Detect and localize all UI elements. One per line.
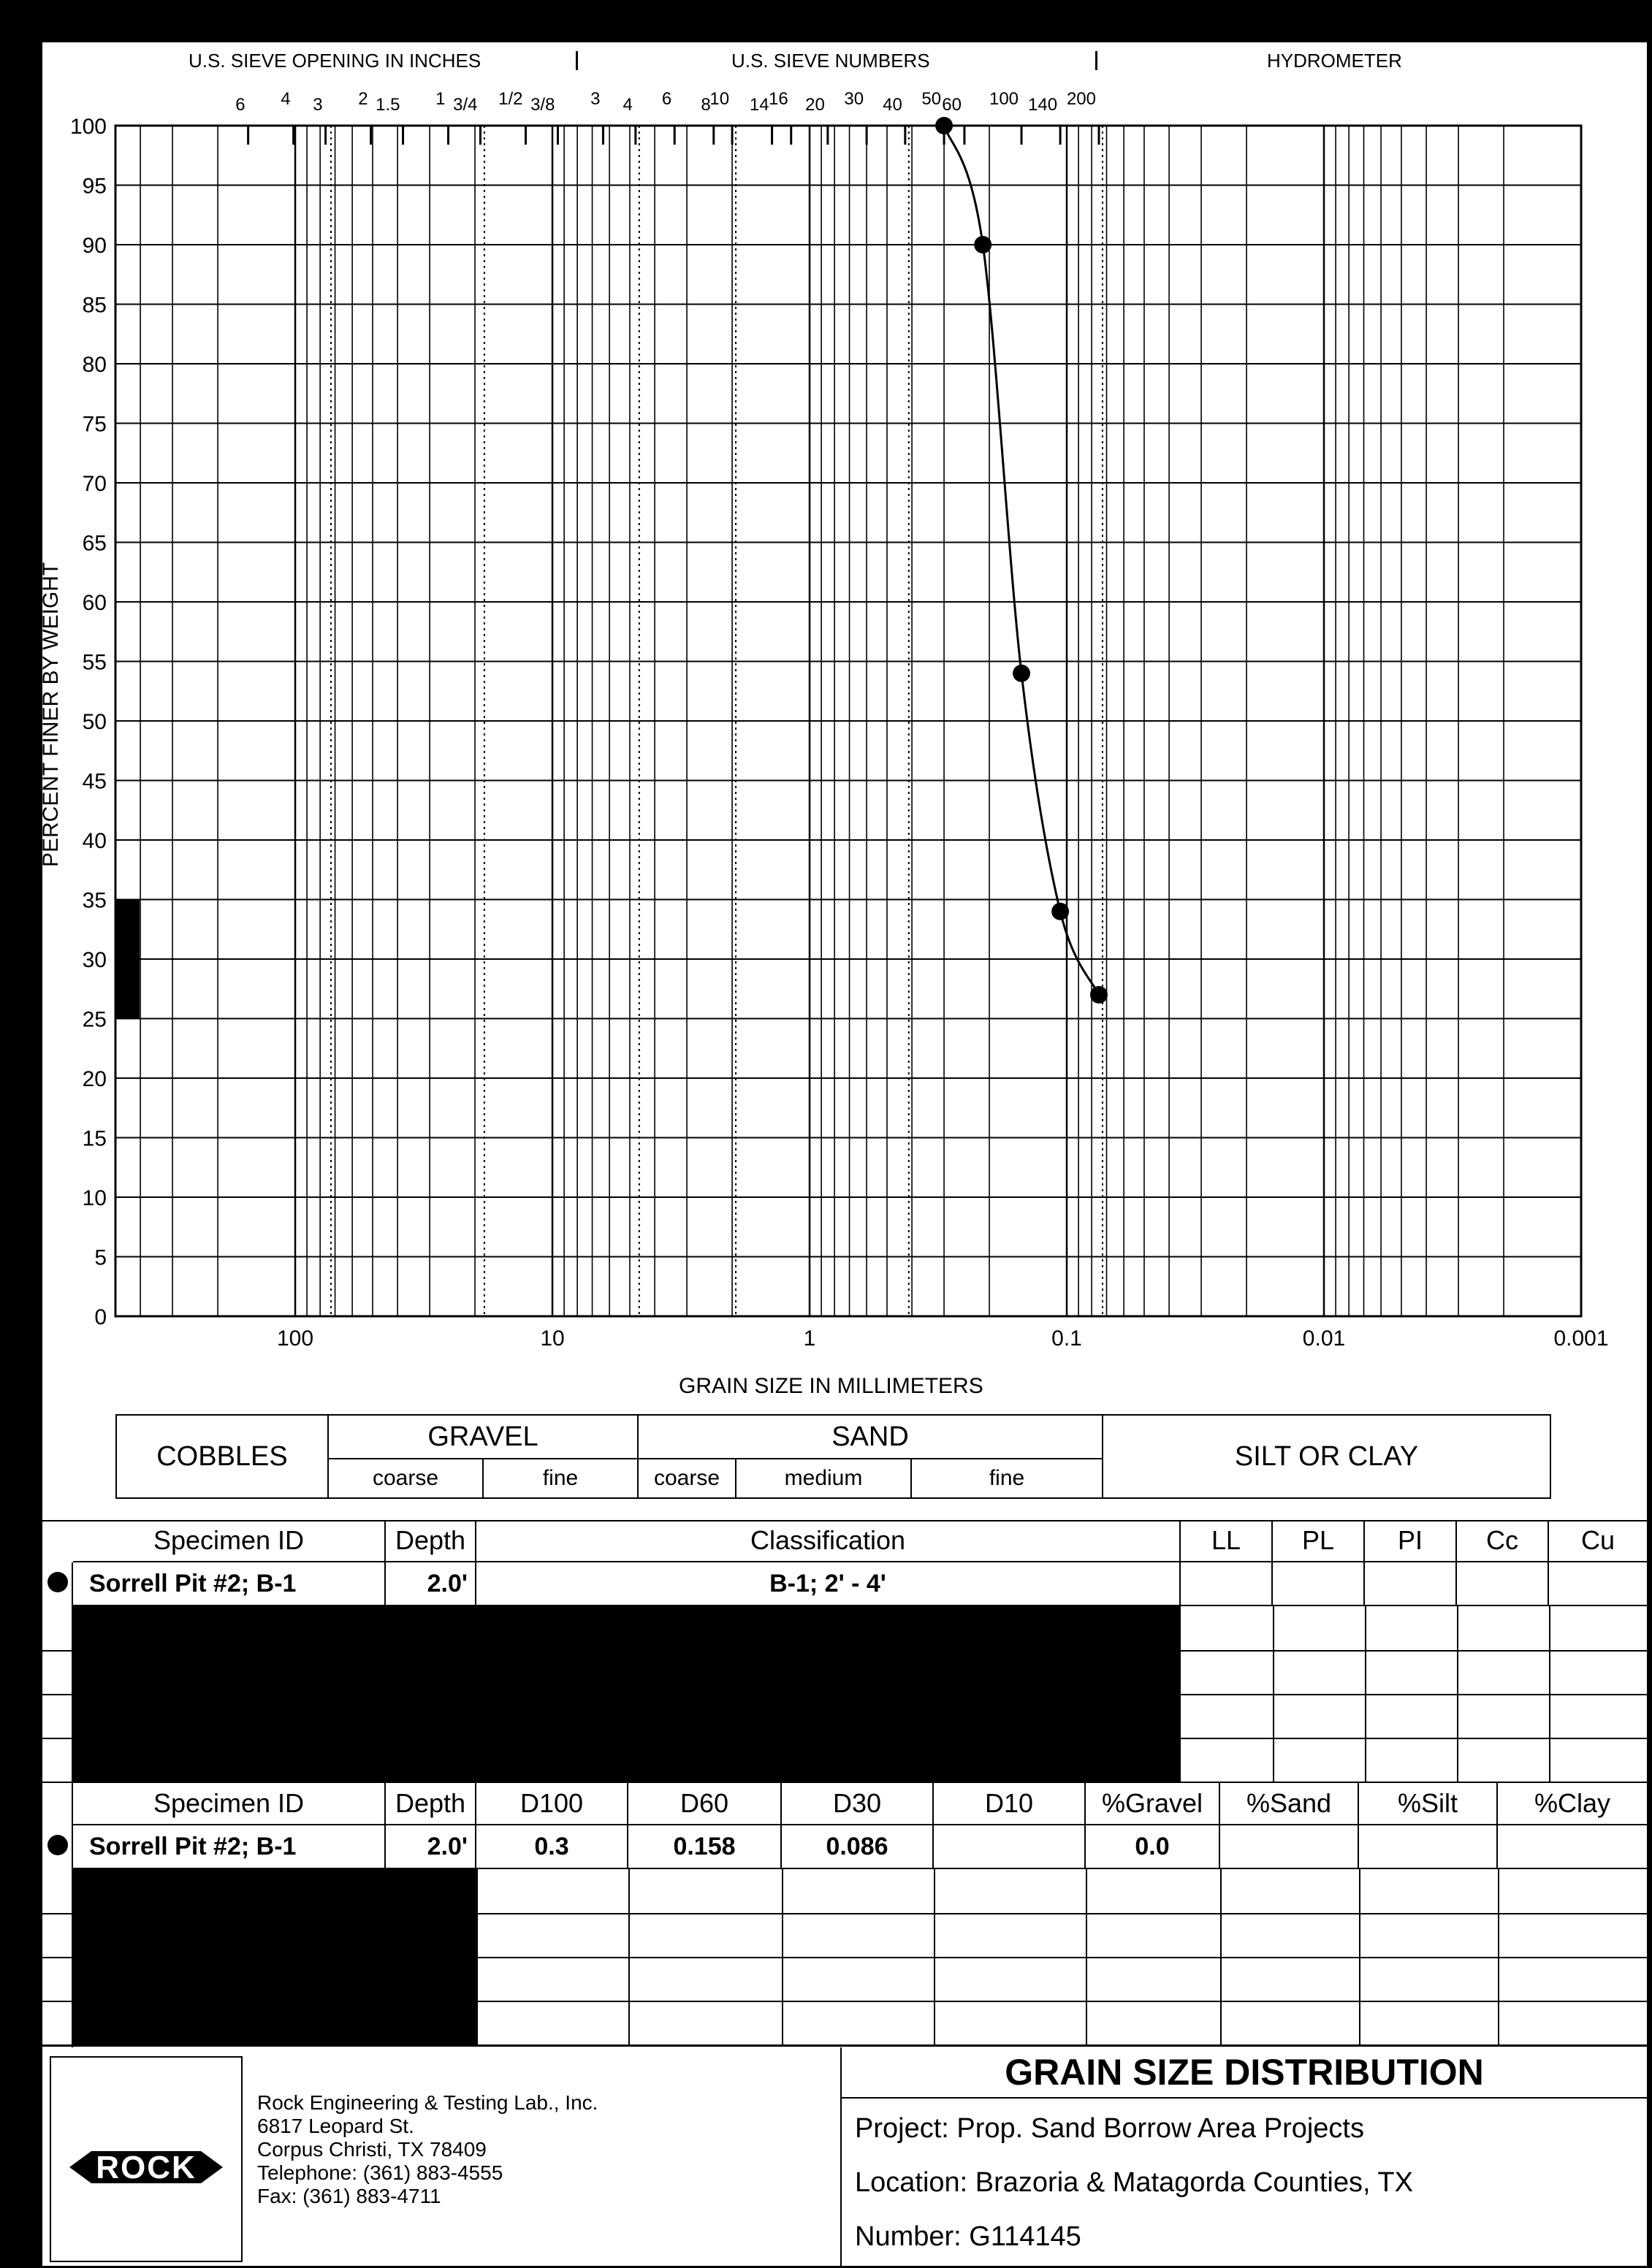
y-tick-label: 0 [94, 1305, 107, 1329]
classification: B-1; 2' - 4' [476, 1562, 1181, 1606]
report-footer [42, 2047, 1647, 2266]
data-point [1090, 986, 1108, 1004]
y-tick-label: 80 [82, 353, 107, 377]
header-hydrometer: HYDROMETER [1267, 50, 1402, 72]
project-number: Number: G114145 [855, 2221, 1081, 2252]
sieve-label: 4 [623, 95, 633, 115]
y-tick-label: 85 [82, 293, 107, 318]
company-address-2: Corpus Christi, TX 78409 [257, 2138, 487, 2161]
depth: 2.0' [386, 1825, 476, 1869]
col-header: %Silt [1359, 1783, 1498, 1825]
x-tick-label: 1 [803, 1326, 816, 1351]
y-tick-label: 75 [82, 412, 107, 437]
depth: 2.0' [386, 1562, 476, 1606]
sieve-label: 200 [1066, 89, 1096, 109]
cu-value [1549, 1562, 1647, 1606]
silt-clay-label: SILT OR CLAY [1234, 1440, 1419, 1472]
scale-bar [115, 900, 140, 1019]
d10-value [934, 1825, 1086, 1869]
gravel-label: GRAVEL [329, 1416, 639, 1459]
y-tick-label: 95 [82, 174, 107, 199]
x-tick-label: 0.1 [1051, 1326, 1082, 1351]
col-header: Specimen ID [73, 1520, 386, 1562]
sieve-label: 14 [749, 95, 769, 115]
cobbles-label: COBBLES [117, 1416, 329, 1497]
logo-text: ROCK [96, 2150, 197, 2185]
gravel-coarse-label: coarse [329, 1459, 484, 1497]
d100-value: 0.3 [476, 1825, 628, 1869]
y-tick-label: 25 [82, 1007, 107, 1032]
sieve-label: 16 [769, 89, 788, 109]
y-tick-label: 50 [82, 710, 107, 734]
x-tick-label: 10 [540, 1326, 565, 1351]
soil-class-bar [115, 1414, 1551, 1499]
col-header: Classification [476, 1520, 1181, 1562]
col-header: Depth [386, 1783, 476, 1825]
pi-value [1365, 1562, 1457, 1606]
rock-logo-icon [51, 2058, 241, 2261]
y-tick-label: 5 [94, 1245, 107, 1270]
gravel-percent: 0.0 [1086, 1825, 1220, 1869]
y-tick-label: 10 [82, 1186, 107, 1210]
sieve-label: 6 [235, 95, 245, 115]
x-tick-label: 0.001 [1553, 1326, 1609, 1351]
data-point [935, 117, 953, 134]
col-header: PI [1365, 1520, 1457, 1562]
y-tick-label: 35 [82, 888, 107, 913]
sieve-label: 1.5 [376, 95, 400, 115]
sand-label: SAND [639, 1416, 1103, 1459]
sieve-label: 140 [1028, 95, 1058, 115]
sieve-label: 6 [661, 89, 672, 109]
project-location: Location: Brazoria & Matagorda Counties, TX [855, 2167, 1413, 2198]
col-header: PL [1273, 1520, 1365, 1562]
sieve-label: 100 [989, 89, 1019, 109]
sieve-label: 8 [701, 95, 711, 115]
y-tick-label: 30 [82, 948, 107, 972]
project-name: Project: Prop. Sand Borrow Area Projects [855, 2113, 1364, 2144]
sand-percent [1220, 1825, 1359, 1869]
pl-value [1273, 1562, 1365, 1606]
data-point [1051, 903, 1069, 920]
classification-table [42, 1520, 1647, 1783]
d30-value: 0.086 [782, 1825, 934, 1869]
company-name: Rock Engineering & Testing Lab., Inc. [257, 2091, 598, 2114]
cc-value [1457, 1562, 1549, 1606]
company-phone: Telephone: (361) 883-4555 [257, 2161, 503, 2184]
specimen-id: Sorrell Pit #2; B-1 [73, 1562, 386, 1606]
company-address-1: 6817 Leopard St. [257, 2115, 414, 2137]
col-header: %Sand [1220, 1783, 1359, 1825]
sieve-label: 3 [590, 89, 601, 109]
specimen-id: Sorrell Pit #2; B-1 [73, 1825, 386, 1869]
sieve-label: 20 [805, 95, 825, 115]
y-tick-label: 70 [82, 472, 107, 496]
sand-coarse-label: coarse [639, 1459, 736, 1497]
clay-percent [1498, 1825, 1647, 1869]
redaction-block [73, 1606, 1181, 1782]
sieve-label: 60 [942, 95, 962, 115]
col-header: D30 [782, 1783, 934, 1825]
header-sieve-inches: U.S. SIEVE OPENING IN INCHES [189, 50, 481, 72]
sieve-label: 4 [281, 89, 291, 109]
gravel-fine-label: fine [484, 1459, 639, 1497]
x-axis-label: GRAIN SIZE IN MILLIMETERS [679, 1374, 983, 1398]
grain-size-table [42, 1783, 1647, 2047]
ll-value [1181, 1562, 1273, 1606]
col-header: %Gravel [1086, 1783, 1220, 1825]
col-header: Cc [1457, 1520, 1549, 1562]
sieve-label: 1/2 [498, 89, 523, 109]
header-sieve-numbers: U.S. SIEVE NUMBERS [731, 50, 930, 72]
sieve-label: 30 [844, 89, 864, 109]
report-title: GRAIN SIZE DISTRIBUTION [842, 2047, 1647, 2099]
y-tick-label: 40 [82, 829, 107, 853]
y-tick-label: 20 [82, 1067, 107, 1091]
sand-fine-label: fine [912, 1459, 1103, 1497]
y-tick-label: 90 [82, 234, 107, 258]
data-point [1013, 665, 1030, 682]
col-header: D60 [628, 1783, 782, 1825]
sieve-label: 3/8 [530, 95, 555, 115]
x-tick-label: 0.01 [1302, 1326, 1346, 1351]
y-tick-label: 45 [82, 769, 107, 794]
sieve-label: 10 [709, 89, 730, 109]
sieve-label: 50 [921, 89, 942, 109]
sieve-label: 3 [313, 95, 323, 115]
col-header: D100 [476, 1783, 628, 1825]
y-axis-label: PERCENT FINER BY WEIGHT [39, 562, 63, 867]
silt-percent [1359, 1825, 1498, 1869]
logo-box [50, 2056, 243, 2262]
redaction-block [73, 1869, 476, 2044]
y-tick-label: 55 [82, 650, 107, 675]
d60-value: 0.158 [628, 1825, 782, 1869]
data-point [974, 236, 991, 253]
col-header: LL [1181, 1520, 1273, 1562]
y-tick-label: 100 [69, 115, 107, 139]
y-tick-label: 15 [82, 1126, 107, 1151]
sand-medium-label: medium [736, 1459, 912, 1497]
y-tick-label: 65 [82, 531, 107, 556]
sieve-label: 40 [883, 95, 902, 115]
col-header: Depth [386, 1520, 476, 1562]
col-header: %Clay [1498, 1783, 1647, 1825]
company-fax: Fax: (361) 883-4711 [257, 2185, 441, 2207]
sieve-label: 2 [358, 89, 368, 109]
series-marker-icon [47, 1835, 68, 1855]
series-marker-icon [47, 1572, 68, 1592]
col-header: D10 [934, 1783, 1086, 1825]
y-tick-label: 60 [82, 591, 107, 615]
col-header: Specimen ID [73, 1783, 386, 1825]
sieve-label: 1 [435, 89, 446, 109]
x-tick-label: 100 [277, 1326, 314, 1351]
sieve-label: 3/4 [453, 95, 478, 115]
col-header: Cu [1549, 1520, 1647, 1562]
